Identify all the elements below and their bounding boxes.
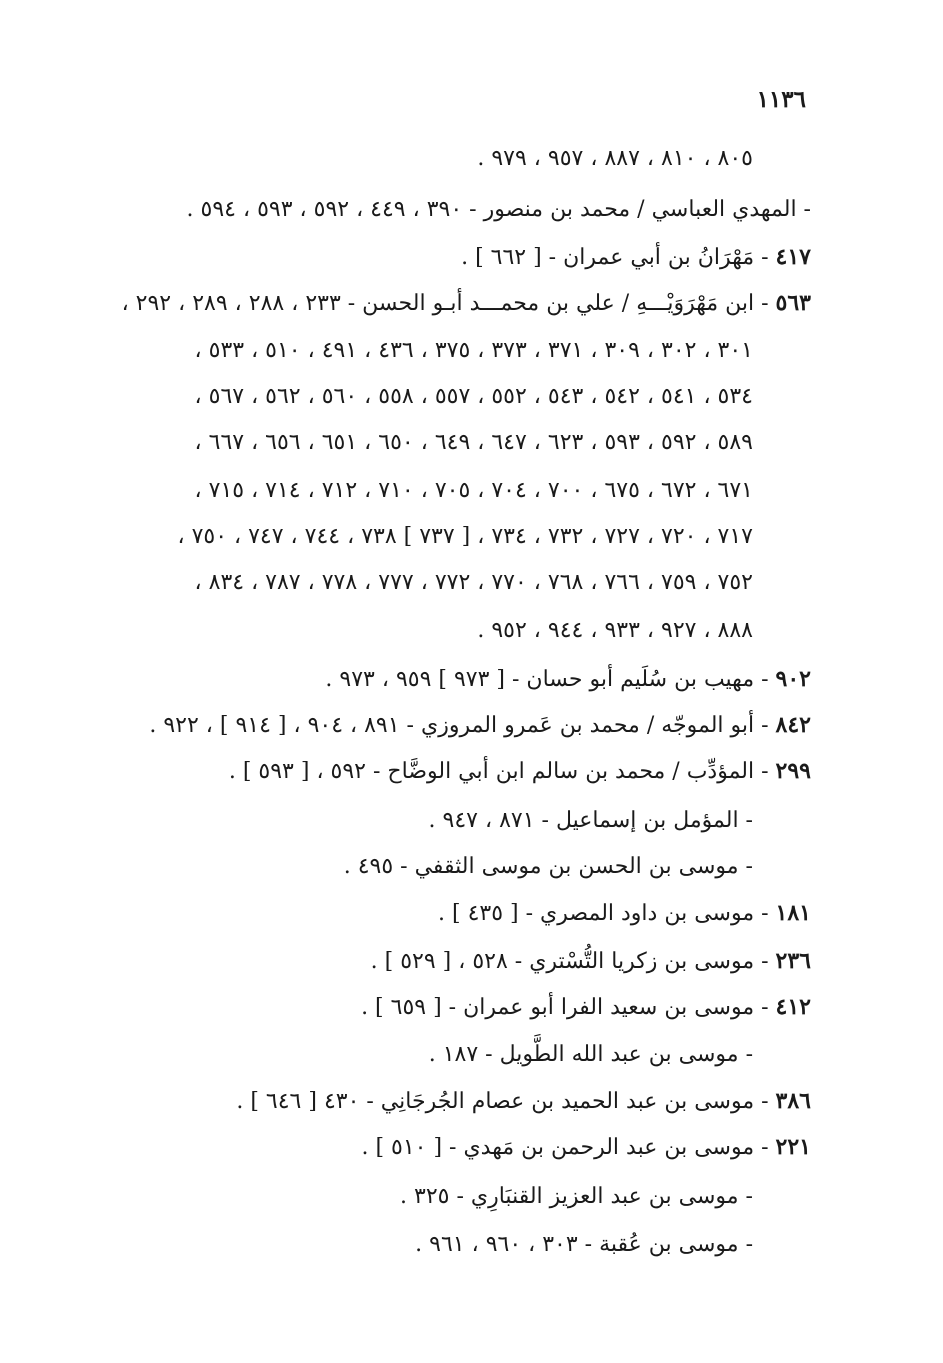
index-line [195,568,753,598]
entry-text: - موسى بن الحسن بن موسى الثقفي - ٤٩٥ . [343,854,753,879]
entry-text: ٧١٧ ، ٧٢٠ ، ٧٢٧ ، ٧٣٢ ، ٧٣٤ ، [ ٧٣٧ ] ٧٣٨ ، ٧٤٤ ، ٧٤٧ ، ٧٥٠ ، [177,524,753,549]
index-line [195,476,753,506]
entry-number: ٩٠٢ [775,666,811,692]
index-line [461,242,811,273]
entry-text: - موسى بن عبد العزيز القنبَارِي - ٣٢٥ . [400,1184,753,1209]
index-line [195,428,753,458]
entry-number: ٥٦٣ [775,290,811,316]
index-line [400,1182,753,1212]
entry-number: ٤١٧ [775,244,811,270]
entry-text: - موسى بن عبد الحميد بن عصام الجُرجَانِي - ٤٣٠ [ ٦٤٦ ] . [236,1089,769,1114]
entry-text: - موسى بن داود المصري - [ ٤٣٥ ] . [438,901,769,926]
index-line [177,522,753,552]
entry-text: - ابن مَهْرَوَيْـــهِ / علي بن محمـــد أبـو الحسن - ٢٣٣ ، ٢٨٨ ، ٢٨٩ ، ٢٩٢ ، [121,291,769,316]
index-line [429,806,753,836]
index-line [236,1086,811,1117]
index-line [429,1040,753,1070]
index-line [361,1132,811,1163]
index-line [187,195,811,225]
entry-text: ٥٨٩ ، ٥٩٢ ، ٥٩٣ ، ٦٢٣ ، ٦٤٧ ، ٦٤٩ ، ٦٥٠ ، ٦٥١ ، ٦٥٦ ، ٦٦٧ ، [194,430,753,455]
entry-text: ٧٥٢ ، ٧٥٩ ، ٧٦٦ ، ٧٦٨ ، ٧٧٠ ، ٧٧٢ ، ٧٧٧ ، ٧٧٨ ، ٧٨٧ ، ٨٣٤ ، [194,570,753,595]
entry-number: ٢٣٦ [775,948,811,974]
entry-text: - المؤمل بن إسماعيل - ٨٧١ ، ٩٤٧ . [428,808,753,833]
page-number: ١١٣٦ [756,86,806,113]
index-line [195,382,753,412]
index-line [477,144,753,174]
index-line [438,898,811,929]
index-line [344,852,753,882]
entry-text: - المهدي العباسي / محمد بن منصور - ٣٩٠ ، ٤٤٩ ، ٥٩٢ ، ٥٩٣ ، ٥٩٤ . [186,197,811,222]
entry-text: - أبو الموجّه / محمد بن عَمرو المروزي - ٨٩١ ، ٩٠٤ ، [ ٩١٤ ] ، ٩٢٢ . [149,713,769,738]
entry-text: - المؤدِّب / محمد بن سالم ابن أبي الوضَّاح - ٥٩٢ ، [ ٥٩٣ ] . [228,759,769,784]
entry-text: - موسى بن عبد الله الطَّويل - ١٨٧ . [428,1042,753,1067]
entry-number: ١٨١ [775,900,811,926]
entry-number: ٨٤٢ [775,712,811,738]
entry-text: - موسى بن عبد الرحمن بن مَهدي - [ ٥١٠ ] . [361,1135,769,1160]
entry-text: ٦٧١ ، ٦٧٢ ، ٦٧٥ ، ٧٠٠ ، ٧٠٤ ، ٧٠٥ ، ٧١٠ ، ٧١٢ ، ٧١٤ ، ٧١٥ ، [194,478,753,503]
entry-number: ٤١٢ [775,994,811,1020]
index-line [149,710,811,741]
index-line [477,616,753,646]
entry-text: - مَهْرَانُ بن أبي عمران - [ ٦٦٢ ] . [461,245,769,270]
entry-text: ٥٣٤ ، ٥٤١ ، ٥٤٢ ، ٥٤٣ ، ٥٥٢ ، ٥٥٧ ، ٥٥٨ ، ٥٦٠ ، ٥٦٢ ، ٥٦٧ ، [194,384,753,409]
entry-number: ٢٢١ [775,1134,811,1160]
entry-text: ٨٠٥ ، ٨١٠ ، ٨٨٧ ، ٩٥٧ ، ٩٧٩ . [477,146,753,171]
index-line [195,336,753,366]
entry-text: - موسى بن زكريا التُّسْتري - ٥٢٨ ، [ ٥٢٩ ] . [370,949,769,974]
entry-number: ٣٨٦ [775,1088,811,1114]
index-line [122,288,811,319]
entry-number: ٢٩٩ [775,758,811,784]
entry-text: ٣٠١ ، ٣٠٢ ، ٣٠٩ ، ٣٧١ ، ٣٧٣ ، ٣٧٥ ، ٤٣٦ ، ٤٩١ ، ٥١٠ ، ٥٣٣ ، [194,338,753,363]
index-line [325,664,811,695]
index-line [361,992,811,1023]
index-line [371,946,811,977]
index-line [415,1230,753,1260]
index-line [229,756,811,787]
entry-text: - موسى بن سعيد الفرا أبو عمران - [ ٦٥٩ ] . [361,995,769,1020]
entry-text: - موسى بن عُقبة - ٣٠٣ ، ٩٦٠ ، ٩٦١ . [415,1232,753,1257]
entry-text: - مهيب بن سُلَيم أبو حسان - [ ٩٧٣ ] ٩٥٩ ، ٩٧٣ . [325,667,769,692]
entry-text: ٨٨٨ ، ٩٢٧ ، ٩٣٣ ، ٩٤٤ ، ٩٥٢ . [477,618,753,643]
